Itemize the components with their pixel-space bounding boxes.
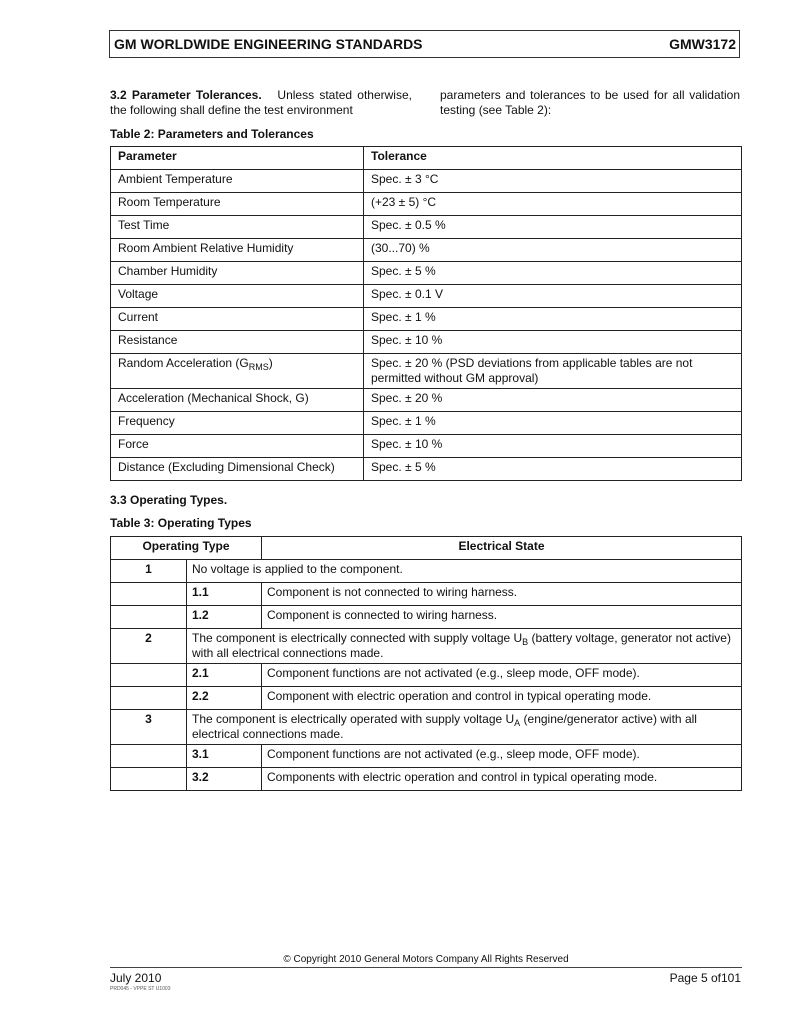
table-row — [111, 435, 742, 458]
document-code: GMW3172 — [669, 36, 736, 52]
empty-cell — [111, 664, 187, 687]
form-code: PRD045 - VPPE ST U1003 — [110, 986, 171, 992]
parameters-tolerances-table — [110, 146, 742, 481]
parameter-cell: Voltage — [111, 285, 364, 308]
parameter-cell: Resistance — [111, 331, 364, 354]
section-3-2-right-text — [440, 88, 740, 118]
parameter-cell — [111, 354, 364, 389]
section-3-3-heading: 3.3 Operating Types. — [110, 493, 228, 507]
operating-type-number: 1 — [111, 560, 187, 583]
parameter-cell: Ambient Temperature — [111, 170, 364, 193]
table-3-caption: Table 3: Operating Types — [110, 516, 252, 530]
table-row — [111, 354, 742, 389]
parameter-cell: Frequency — [111, 412, 364, 435]
operating-subtype-number: 2.1 — [187, 664, 262, 687]
ub-subscript: B — [522, 637, 529, 647]
electrical-state-cell — [187, 710, 742, 745]
electrical-state-cell — [187, 629, 742, 664]
empty-cell — [111, 606, 187, 629]
table-row — [111, 583, 742, 606]
type-3-text-start: The component is electrically operated with supply voltage U — [192, 712, 515, 726]
table-row — [111, 768, 742, 791]
table-row — [111, 170, 742, 193]
table-row — [111, 308, 742, 331]
table-header-row — [111, 537, 742, 560]
tolerance-cell: Spec. ± 20 % — [364, 389, 742, 412]
tolerance-cell: Spec. ± 20 % (PSD deviations from applicable tables are not permitted without GM approval) — [364, 354, 742, 389]
operating-subtype-number: 3.1 — [187, 745, 262, 768]
tolerance-cell: Spec. ± 10 % — [364, 331, 742, 354]
table-row — [111, 664, 742, 687]
electrical-state-cell: No voltage is applied to the component. — [187, 560, 742, 583]
operating-subtype-number: 3.2 — [187, 768, 262, 791]
section-3-2-text-left: Unless stated otherwise, the following shall define the test environment — [110, 88, 412, 117]
table-row — [111, 239, 742, 262]
parameter-cell: Room Ambient Relative Humidity — [111, 239, 364, 262]
operating-type-number: 3 — [111, 710, 187, 745]
tolerance-cell: Spec. ± 1 % — [364, 308, 742, 331]
type-3-text-end: (engine/generator active) with all electrical connections made. — [192, 712, 697, 741]
parameter-cell: Acceleration (Mechanical Shock, G) — [111, 389, 364, 412]
empty-cell — [111, 687, 187, 710]
page-number: Page 5 of101 — [669, 971, 741, 985]
parameter-cell: Room Temperature — [111, 193, 364, 216]
table-row — [111, 710, 742, 745]
operating-subtype-number: 2.2 — [187, 687, 262, 710]
parameter-cell: Chamber Humidity — [111, 262, 364, 285]
table-row — [111, 389, 742, 412]
table-row — [111, 193, 742, 216]
table-row — [111, 262, 742, 285]
electrical-state-cell: Component is not connected to wiring harness. — [262, 583, 742, 606]
electrical-state-cell: Component with electric operation and control in typical operating mode. — [262, 687, 742, 710]
ua-subscript: A — [514, 718, 521, 728]
operating-subtype-number: 1.1 — [187, 583, 262, 606]
footer-divider — [110, 967, 742, 968]
tolerance-cell: Spec. ± 5 % — [364, 458, 742, 481]
operating-types-table — [110, 536, 742, 791]
electrical-state-cell: Components with electric operation and control in typical operating mode. — [262, 768, 742, 791]
section-3-2-left-text — [110, 88, 412, 118]
random-acceleration-label: Random Acceleration (G — [118, 356, 249, 370]
parameter-cell: Test Time — [111, 216, 364, 239]
tolerance-cell: (30...70) % — [364, 239, 742, 262]
table-row — [111, 458, 742, 481]
tolerance-cell: Spec. ± 3 °C — [364, 170, 742, 193]
header-title: GM WORLDWIDE ENGINEERING STANDARDS — [114, 36, 423, 52]
operating-subtype-number: 1.2 — [187, 606, 262, 629]
table-row — [111, 606, 742, 629]
empty-cell — [111, 768, 187, 791]
type-2-text-end: (battery voltage, generator not active) with all electrical connections made. — [192, 631, 731, 660]
tolerance-cell: Spec. ± 0.1 V — [364, 285, 742, 308]
table-row — [111, 331, 742, 354]
table-row — [111, 412, 742, 435]
electrical-state-cell: Component functions are not activated (e.g., sleep mode, OFF mode). — [262, 664, 742, 687]
table-header-row — [111, 147, 742, 170]
page-header — [109, 30, 740, 58]
table-row — [111, 285, 742, 308]
electrical-state-cell: Component functions are not activated (e.g., sleep mode, OFF mode). — [262, 745, 742, 768]
empty-cell — [111, 583, 187, 606]
table-row — [111, 745, 742, 768]
table-2-caption: Table 2: Parameters and Tolerances — [110, 127, 314, 141]
electrical-state-cell: Component is connected to wiring harness. — [262, 606, 742, 629]
table-row — [111, 216, 742, 239]
operating-type-number: 2 — [111, 629, 187, 664]
table-row — [111, 560, 742, 583]
random-acceleration-close: ) — [268, 356, 273, 370]
tolerance-cell: Spec. ± 0.5 % — [364, 216, 742, 239]
tolerance-cell: Spec. ± 5 % — [364, 262, 742, 285]
parameter-cell: Distance (Excluding Dimensional Check) — [111, 458, 364, 481]
parameter-cell: Current — [111, 308, 364, 331]
tolerance-cell: Spec. ± 10 % — [364, 435, 742, 458]
column-header-tolerance: Tolerance — [364, 147, 742, 170]
section-3-2-text-right: parameters and tolerances to be used for all validation testing (see Table 2): — [440, 88, 740, 117]
table-row — [111, 629, 742, 664]
table-row — [111, 687, 742, 710]
copyright-notice: © Copyright 2010 General Motors Company All Rights Reserved — [283, 954, 569, 965]
footer-date: July 2010 — [110, 971, 162, 985]
column-header-electrical-state: Electrical State — [262, 537, 742, 560]
empty-cell — [111, 745, 187, 768]
column-header-operating-type: Operating Type — [111, 537, 262, 560]
type-2-text-start: The component is electrically connected with supply voltage U — [192, 631, 523, 645]
column-header-parameter: Parameter — [111, 147, 364, 170]
tolerance-cell: (+23 ± 5) °C — [364, 193, 742, 216]
parameter-cell: Force — [111, 435, 364, 458]
rms-subscript: RMS — [248, 362, 269, 372]
tolerance-cell: Spec. ± 1 % — [364, 412, 742, 435]
section-3-2-heading: 3.2 Parameter Tolerances. — [110, 88, 262, 102]
